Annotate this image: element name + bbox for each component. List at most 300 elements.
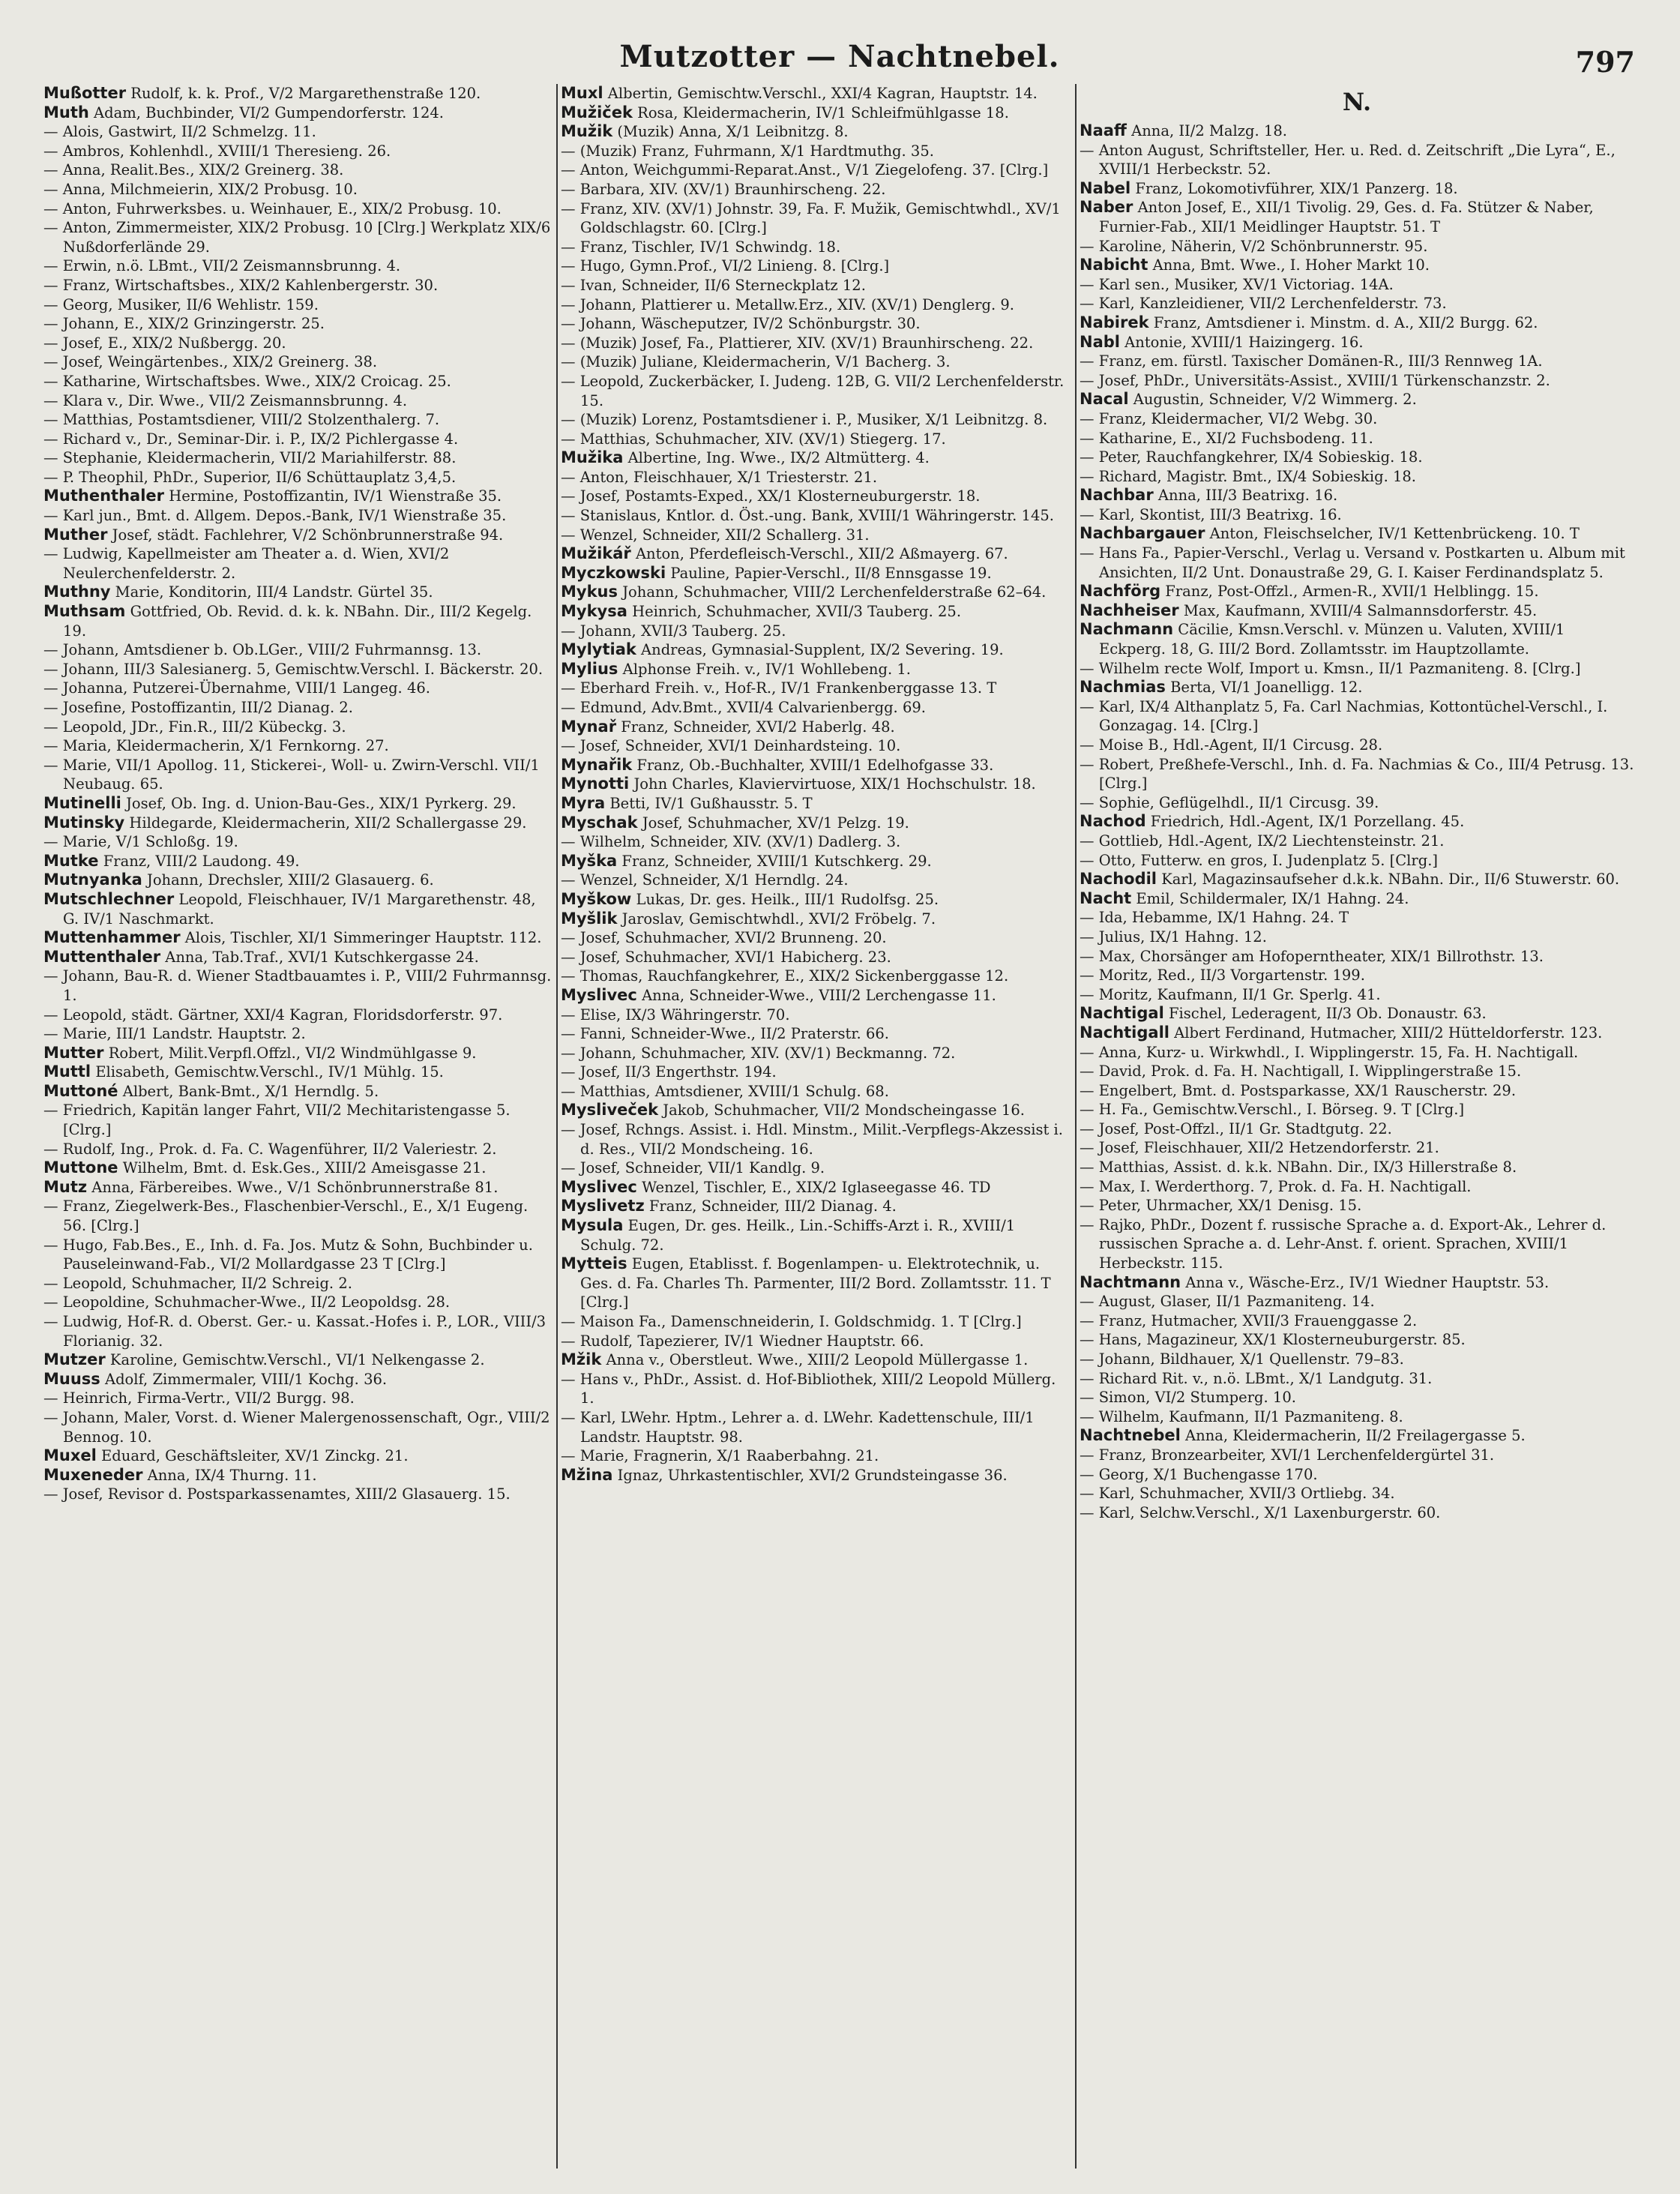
entry-details: — (Muzik) Juliane, Kleidermacherin, V/1 Bacherg. 3. [561, 353, 951, 371]
entry-surname: Nacht [1080, 889, 1132, 907]
directory-entry [561, 334, 1071, 353]
directory-entry [1080, 1215, 1634, 1273]
entry-details: Betti, IV/1 Gußhausstr. 5. T [605, 794, 813, 812]
directory-entry [561, 928, 1071, 948]
directory-entry [561, 775, 1071, 794]
directory-entry [43, 1044, 552, 1063]
entry-details: — Leopold, städt. Gärtner, XXI/4 Kagran, Floridsdorferstr. 97. [43, 1006, 503, 1024]
directory-entry [43, 1063, 552, 1082]
directory-entry [43, 218, 552, 256]
entry-details: — H. Fa., Gemischtw.Verschl., I. Börseg. 9. T [Clrg.] [1080, 1101, 1465, 1119]
directory-entry [43, 276, 552, 295]
directory-entry [43, 199, 552, 219]
entry-details: — Klara v., Dir. Wwe., VII/2 Zeismannsbrunng. 4. [43, 391, 408, 409]
page-number: 797 [1575, 45, 1635, 79]
entry-surname: Mužika [561, 448, 624, 467]
directory-entry [561, 103, 1071, 123]
directory-entry [1080, 620, 1634, 658]
entry-details: — Ludwig, Kapellmeister am Theater a. d. Wien, XVI/2 Neulerchenfelderstr. 2. [43, 545, 450, 582]
directory-entry [1080, 889, 1634, 909]
directory-entry [561, 468, 1071, 487]
entry-details: Anna, III/3 Beatrixg. 16. [1153, 487, 1338, 505]
directory-entry [1080, 1426, 1634, 1446]
directory-entry [561, 1197, 1071, 1216]
entry-details: Albert Ferdinand, Hutmacher, XIII/2 Hütteldorferstr. 123. [1169, 1024, 1603, 1042]
directory-entry [43, 756, 552, 794]
entry-details: Franz, Schneider, XVIII/1 Kutschkerg. 29. [617, 852, 932, 870]
directory-entry [43, 928, 552, 948]
directory-entry [561, 679, 1071, 698]
entry-details: Karl, Magazinsaufseher d.k.k. NBahn. Dir., II/6 Stuwerstr. 60. [1157, 871, 1620, 889]
entry-surname: Nachbar [1080, 486, 1154, 505]
directory-entry [1080, 371, 1634, 391]
directory-entry [43, 1101, 552, 1139]
directory-entry [43, 391, 552, 411]
directory-entry [561, 871, 1071, 890]
directory-entry [43, 660, 552, 679]
entry-details: — Karoline, Näherin, V/2 Schönbrunnerstr. 95. [1080, 237, 1428, 255]
entry-details: — Hugo, Fab.Bes., E., Inh. d. Fa. Jos. Mutz & Sohn, Buchbinder u. Pauseleinwand-Fab., VI/2 Mollardgasse 23 T [Clrg.] [43, 1236, 533, 1273]
entry-details: Franz, Amtsdiener i. Minstm. d. A., XII/2 Burgg. 62. [1148, 313, 1538, 331]
entry-details: — Alois, Gastwirt, II/2 Schmelzg. 11. [43, 123, 316, 141]
entry-details: — Leopoldine, Schuhmacher-Wwe., II/2 Leopoldsg. 28. [43, 1293, 451, 1311]
entry-details: — Franz, XIV. (XV/1) Johnstr. 39, Fa. F. Mužik, Gemischtwhdl., XV/1 Goldschlagstr. 60. [Clrg.] [561, 199, 1061, 237]
directory-entry [43, 506, 552, 526]
entry-details: Pauline, Papier-Verschl., II/8 Ennsgasse 19. [666, 564, 992, 582]
directory-entry [561, 526, 1071, 545]
column-rule-left [556, 84, 558, 2169]
directory-entry [43, 718, 552, 737]
directory-entry [1080, 659, 1634, 679]
entry-details: — Moise B., Hdl.-Agent, II/1 Circusg. 28. [1080, 736, 1383, 754]
entry-details: Anna, Tab.Traf., XVI/1 Kutschkergasse 24. [160, 948, 479, 966]
entry-details: Anna, Bmt. Wwe., I. Hoher Markt 10. [1148, 256, 1430, 274]
directory-entry [561, 84, 1071, 103]
directory-entry [43, 1006, 552, 1025]
entry-surname: Mynař [561, 717, 617, 736]
directory-entry [1080, 1446, 1634, 1465]
entry-details: — Barbara, XIV. (XV/1) Braunhirscheng. 22. [561, 180, 886, 198]
entry-details: Robert, Milit.Verpfl.Offzl., VI/2 Windmühlgasse 9. [103, 1044, 477, 1062]
directory-entry [43, 526, 552, 545]
directory-entry [561, 1082, 1071, 1101]
entry-details: — Maison Fa., Damenschneiderin, I. Goldschmidg. 1. T [Clrg.] [561, 1313, 1022, 1330]
entry-details: Gottfried, Ob. Revid. d. k. k. NBahn. Dir., III/2 Kegelg. 19. [63, 603, 532, 640]
entry-details: — Josef, Schuhmacher, XVI/2 Brunneng. 20. [561, 929, 887, 947]
entry-surname: Muttl [43, 1063, 91, 1081]
directory-entry [43, 372, 552, 391]
directory-entry [1080, 429, 1634, 448]
entry-details: — Josef, II/3 Engerthstr. 194. [561, 1063, 777, 1081]
entry-surname: Myschak [561, 813, 638, 832]
entry-details: — Katharine, E., XI/2 Fuchsbodeng. 11. [1080, 429, 1373, 447]
entry-details: — Sophie, Geflügelhdl., II/1 Circusg. 39. [1080, 793, 1379, 811]
entry-surname: Myšlik [561, 909, 618, 928]
entry-details: Franz, VIII/2 Laudong. 49. [98, 852, 300, 870]
entry-details: Rosa, Kleidermacherin, IV/1 Schleifmühlgasse 18. [632, 103, 1009, 121]
entry-details: Eugen, Etablisst. f. Bogenlampen- u. Elektrotechnik, u. Ges. d. Fa. Charles Th. Parmenter, III/2 Bord. Zollamtsstr. 11. T [Clrg.] [580, 1255, 1051, 1311]
entry-details: Jakob, Schuhmacher, VII/2 Mondscheingasse 16. [658, 1101, 1025, 1119]
entry-details: Cäcilie, Kmsn.Verschl. v. Münzen u. Valuten, XVIII/1 Eckperg. 18, G. III/2 Bord. Zollamtsstr. im Hauptzollamte. [1099, 621, 1565, 658]
directory-entry [43, 1197, 552, 1235]
entry-details: Hermine, Postoffizantin, IV/1 Wienstraße 35. [164, 487, 502, 505]
entry-details: — Josef, Rchngs. Assist. i. Hdl. Minstm., Milit.-Verpflegs-Akzessist i. d. Res., VII/2 Mondscheing. 16. [561, 1121, 1063, 1158]
entry-details: — Josef, Weingärtenbes., XIX/2 Greinerg. 38. [43, 353, 378, 371]
directory-entry [1080, 1081, 1634, 1101]
directory-entry [561, 276, 1071, 295]
directory-entry [43, 890, 552, 928]
directory-entry [1080, 1330, 1634, 1350]
directory-entry [43, 142, 552, 161]
directory-entry [561, 852, 1071, 871]
entry-surname: Muttone [43, 1158, 118, 1177]
directory-entry [1080, 697, 1634, 736]
entry-details: Jaroslav, Gemischtwhdl., XVI/2 Fröbelg. 7. [617, 910, 936, 928]
directory-entry [1080, 121, 1634, 141]
entry-details: — Franz, Ziegelwerk-Bes., Flaschenbier-Verschl., E., X/1 Eugeng. 56. [Clrg.] [43, 1197, 529, 1235]
entry-surname: Mžik [561, 1350, 602, 1369]
directory-entry [43, 852, 552, 871]
directory-entry [1080, 812, 1634, 832]
directory-entry [561, 583, 1071, 602]
letter-heading: N. [1342, 88, 1372, 116]
directory-entry [1080, 1484, 1634, 1503]
directory-entry [43, 103, 552, 123]
entry-details: — Georg, Musiker, II/6 Wehlistr. 159. [43, 295, 319, 313]
directory-entry [561, 1044, 1071, 1063]
entry-details: — Rajko, PhDr., Dozent f. russische Sprache a. d. Export-Ak., Lehrer d. russischen Sprache a. d. Lehr-Anst. f. orient. Sprachen, XVIII/1 Herbeckstr. 115. [1080, 1215, 1607, 1272]
directory-entry [561, 736, 1071, 756]
entry-surname: Mžina [561, 1465, 613, 1484]
directory-entry [1080, 985, 1634, 1005]
entry-details: — Otto, Futterw. en gros, I. Judenplatz 5. [Clrg.] [1080, 851, 1439, 869]
entry-details: — Hans v., PhDr., Assist. d. Hof-Bibliothek, XIII/2 Leopold Müllerg. 1. [561, 1370, 1056, 1407]
entry-details: Josef, städt. Fachlehrer, V/2 Schönbrunnerstraße 94. [107, 526, 504, 544]
directory-entry [1080, 928, 1634, 947]
directory-entry [1080, 1119, 1634, 1139]
entry-details: — Johanna, Putzerei-Übernahme, VIII/1 Langeg. 46. [43, 679, 430, 697]
entry-details: Johann, Drechsler, XIII/2 Glasauerg. 6. [142, 871, 434, 889]
entry-details: Andreas, Gymnasial-Supplent, IX/2 Severing. 19. [636, 641, 1004, 659]
entry-details: — Richard Rit. v., n.ö. LBmt., X/1 Landgutg. 31. [1080, 1369, 1433, 1387]
directory-entry [43, 602, 552, 640]
entry-details: — Josef, Fleischhauer, XII/2 Hetzendorferstr. 21. [1080, 1139, 1439, 1157]
directory-entry [1080, 505, 1634, 525]
entry-details: — Anton, Weichgummi-Reparat.Anst., V/1 Ziegelofeng. 37. [Clrg.] [561, 161, 1049, 179]
entry-details: Anna, II/2 Malzg. 18. [1126, 122, 1287, 139]
directory-entry [561, 814, 1071, 833]
directory-entry [43, 1312, 552, 1350]
entry-details: — Ludwig, Hof-R. d. Oberst. Ger.- u. Kassat.-Hofes i. P., LOR., VIII/3 Florianig. 32. [43, 1313, 547, 1350]
entry-details: — Karl sen., Musiker, XV/1 Victoriag. 14A. [1080, 275, 1394, 293]
entry-details: — Johann, XVII/3 Tauberg. 25. [561, 622, 786, 640]
directory-entry [43, 1370, 552, 1389]
entry-details: Franz, Schneider, III/2 Dianag. 4. [644, 1197, 897, 1215]
entry-details: — Peter, Uhrmacher, XX/1 Denisg. 15. [1080, 1197, 1362, 1215]
directory-entry [1080, 409, 1634, 429]
entry-surname: Nachbargauer [1080, 524, 1205, 543]
directory-entry [43, 1389, 552, 1408]
entry-details: — Anna, Milchmeierin, XIX/2 Probusg. 10. [43, 180, 358, 198]
directory-entry [561, 1350, 1071, 1370]
entry-surname: Myška [561, 851, 618, 870]
entry-details: Anna, Kleidermacherin, II/2 Freilagergasse 5. [1180, 1427, 1526, 1445]
entry-details: Elisabeth, Gemischtw.Verschl., IV/1 Mühlg. 15. [91, 1063, 444, 1081]
directory-entry [1080, 524, 1634, 544]
entry-details: Emil, Schildermaler, IX/1 Hahng. 24. [1131, 889, 1409, 907]
entry-details: — Leopold, Schuhmacher, II/2 Schreig. 2. [43, 1274, 352, 1292]
directory-entry [561, 180, 1071, 199]
entry-surname: Nachtigall [1080, 1023, 1169, 1042]
directory-entry [43, 832, 552, 852]
directory-entry [43, 698, 552, 718]
directory-entry [561, 1024, 1071, 1044]
entry-details: Rudolf, k. k. Prof., V/2 Margarethenstraße 120. [126, 85, 481, 102]
directory-entry [561, 1178, 1071, 1197]
entry-details: — Hans, Magazineur, XX/1 Klosterneuburgerstr. 85. [1080, 1331, 1466, 1349]
entry-details: — Max, I. Werderthorg. 7, Prok. d. Fa. H. Nachtigall. [1080, 1177, 1472, 1195]
directory-entry [1080, 237, 1634, 256]
entry-surname: Myslivetz [561, 1197, 645, 1215]
entry-details: — Karl jun., Bmt. d. Allgem. Depos.-Bank, IV/1 Wienstraße 35. [43, 507, 507, 525]
entry-details: (Muzik) Anna, X/1 Leibnitzg. 8. [612, 123, 849, 141]
entry-surname: Nachmann [1080, 620, 1174, 639]
entry-details: — Maria, Kleidermacherin, X/1 Fernkorng. 27. [43, 737, 389, 755]
directory-entry [561, 1466, 1071, 1485]
entry-details: — Karl, Selchw.Verschl., X/1 Laxenburgerstr. 60. [1080, 1503, 1441, 1521]
entry-surname: Muxel [43, 1446, 97, 1465]
directory-entry [1080, 1196, 1634, 1215]
directory-entry [1080, 736, 1634, 755]
entry-surname: Mutz [43, 1177, 88, 1196]
entry-surname: Nabirek [1080, 313, 1149, 331]
entry-details: Adam, Buchbinder, VI/2 Gumpendorferstr. 124. [88, 103, 444, 121]
entry-surname: Mutter [43, 1043, 104, 1062]
directory-entry [43, 256, 552, 276]
entry-details: — Fanni, Schneider-Wwe., II/2 Praterstr. 66. [561, 1025, 889, 1043]
entry-details: — Wilhelm recte Wolf, Import u. Kmsn., II/1 Pazmaniteng. 8. [Clrg.] [1080, 659, 1581, 677]
entry-details: — Matthias, Postamtsdiener, VIII/2 Stolzenthalerg. 7. [43, 411, 440, 429]
directory-entry [1080, 755, 1634, 793]
directory-entry [43, 1485, 552, 1504]
entry-surname: Nachod [1080, 812, 1146, 831]
entry-surname: Nabl [1080, 332, 1120, 351]
directory-entry [561, 832, 1071, 852]
directory-entry [1080, 601, 1634, 621]
entry-details: — Rudolf, Tapezierer, IV/1 Wiedner Hauptstr. 66. [561, 1332, 924, 1350]
directory-entry [1080, 851, 1634, 871]
entry-surname: Myczkowski [561, 563, 666, 582]
entry-details: Anna, IX/4 Thurng. 11. [142, 1466, 317, 1484]
directory-entry [561, 910, 1071, 929]
directory-entry [43, 1178, 552, 1197]
directory-entry [43, 410, 552, 430]
entry-details: — Josef, Postamts-Exped., XX/1 Klosterneuburgerstr. 18. [561, 487, 981, 505]
entry-details: — Franz, em. fürstl. Taxischer Domänen-R., III/3 Rennweg 1A. [1080, 352, 1543, 370]
directory-entry [561, 602, 1071, 622]
entry-surname: Mutke [43, 851, 99, 870]
directory-entry [1080, 275, 1634, 295]
directory-entry [43, 1024, 552, 1044]
entry-details: — Edmund, Adv.Bmt., XVII/4 Calvarienbergg. 69. [561, 699, 926, 716]
entry-details: Friedrich, Hdl.-Agent, IX/1 Porzellang. 45. [1145, 813, 1465, 831]
page-title: Mutzotter — Nachtnebel. [619, 39, 1060, 74]
entry-details: — Ambros, Kohlenhdl., XVIII/1 Theresieng. 26. [43, 142, 391, 160]
entry-surname: Muxl [561, 84, 603, 102]
entry-details: — Johann, E., XIX/2 Grinzingerstr. 25. [43, 315, 325, 333]
entry-details: Augustin, Schneider, V/2 Wimmerg. 2. [1128, 391, 1417, 409]
directory-entry [43, 1466, 552, 1485]
entry-surname: Nachodil [1080, 870, 1157, 889]
entry-details: — Leopold, JDr., Fin.R., III/2 Kübeckg. 3. [43, 718, 346, 736]
directory-entry [561, 1063, 1071, 1082]
entry-surname: Mykus [561, 583, 618, 601]
entry-details: — Josef, E., XIX/2 Nußbergg. 20. [43, 334, 286, 352]
directory-entry [43, 448, 552, 468]
directory-entry [1080, 678, 1634, 697]
entry-details: Johann, Schuhmacher, VIII/2 Lerchenfelderstraße 62–64. [618, 583, 1047, 601]
entry-details: — Marie, III/1 Landstr. Hauptstr. 2. [43, 1025, 306, 1043]
entry-surname: Nachtmann [1080, 1272, 1181, 1291]
entry-details: Anton Josef, E., XII/1 Tivolig. 29, Ges. d. Fa. Stützer & Naber, Furnier-Fab., XII/1 Meidlinger Hauptstr. 51. T [1099, 199, 1594, 235]
directory-entry [1080, 1273, 1634, 1293]
entry-details: — David, Prok. d. Fa. H. Nachtigall, I. Wipplingerstraße 15. [1080, 1063, 1522, 1081]
entry-details: — Johann, Schuhmacher, XIV. (XV/1) Beckmanng. 72. [561, 1044, 956, 1062]
directory-entry [43, 314, 552, 334]
directory-entry [561, 430, 1071, 449]
entry-details: — Ivan, Schneider, II/6 Sterneckplatz 12. [561, 276, 866, 294]
entry-details: — Johann, Plattierer u. Metallw.Erz., XIV. (XV/1) Denglerg. 9. [561, 295, 1014, 313]
directory-entry [561, 314, 1071, 334]
entry-details: — Richard v., Dr., Seminar-Dir. i. P., IX/2 Pichlergasse 4. [43, 430, 459, 448]
entry-details: Anna v., Wäsche-Erz., IV/1 Wiedner Hauptstr. 53. [1181, 1273, 1550, 1291]
entry-surname: Mužikář [561, 544, 631, 563]
entry-details: — Johann, III/3 Salesianerg. 5, Gemischtw.Verschl. I. Bäckerstr. 20. [43, 660, 544, 678]
directory-entry [561, 448, 1071, 468]
entry-details: — Anton, Zimmermeister, XIX/2 Probusg. 10 [Clrg.] Werkplatz XIX/6 Nußdorferlände 29. [43, 219, 551, 256]
entry-details: — Stephanie, Kleidermacherin, VII/2 Mariahilferstr. 88. [43, 449, 457, 467]
entry-details: Franz, Post-Offzl., Armen-R., XVII/1 Helblingg. 15. [1160, 583, 1539, 601]
entry-details: John Charles, Klaviervirtuose, XIX/1 Hochschulstr. 18. [629, 775, 1036, 793]
entry-details: Josef, Ob. Ing. d. Union-Bau-Ges., XIX/1 Pyrkerg. 29. [121, 794, 517, 812]
directory-entry [1080, 1388, 1634, 1407]
directory-entry [561, 564, 1071, 583]
entry-details: — Max, Chorsänger am Hofoperntheater, XIX/1 Billrothstr. 13. [1080, 947, 1544, 965]
entry-surname: Myškow [561, 889, 632, 908]
directory-entry [1080, 448, 1634, 467]
entry-details: — Matthias, Assist. d. k.k. NBahn. Dir., IX/3 Hillerstraße 8. [1080, 1158, 1517, 1176]
entry-details: Adolf, Zimmermaler, VIII/1 Kochg. 36. [100, 1370, 388, 1388]
directory-entry [561, 622, 1071, 641]
directory-entry [1080, 1043, 1634, 1063]
directory-entry [43, 871, 552, 890]
entry-details: — Matthias, Schuhmacher, XIV. (XV/1) Stiegerg. 17. [561, 430, 946, 448]
entry-details: — Anna, Kurz- u. Wirkwhdl., I. Wipplingerstr. 15, Fa. H. Nachtigall. [1080, 1043, 1579, 1061]
entry-details: — Hugo, Gymn.Prof., VI/2 Linieng. 8. [Clrg.] [561, 257, 890, 275]
entry-details: Albert, Bank-Bmt., X/1 Herndlg. 5. [118, 1082, 379, 1100]
entry-surname: Mykysa [561, 602, 627, 621]
directory-entry [561, 544, 1071, 564]
entry-details: Fischel, Lederagent, II/3 Ob. Donaustr. 63. [1163, 1005, 1487, 1023]
directory-entry [561, 756, 1071, 775]
entry-details: — Wilhelm, Schneider, XIV. (XV/1) Dadlerg. 3. [561, 833, 901, 851]
entry-details: — Franz, Kleidermacher, VI/2 Webg. 30. [1080, 409, 1378, 427]
entry-details: — Franz, Hutmacher, XVII/3 Frauenggasse 2. [1080, 1311, 1418, 1329]
entry-details: Leopold, Fleischhauer, IV/1 Margarethenstr. 48, G. IV/1 Naschmarkt. [63, 890, 536, 928]
directory-entry [1080, 1503, 1634, 1523]
entry-surname: Mužiček [561, 103, 633, 121]
directory-entry [1080, 947, 1634, 967]
entry-details: — Moritz, Kaufmann, II/1 Gr. Sperlg. 41. [1080, 985, 1381, 1003]
directory-entry [561, 967, 1071, 986]
entry-details: — Thomas, Rauchfangkehrer, E., XIX/2 Sickenberggasse 12. [561, 967, 1009, 985]
entry-details: — August, Glaser, II/1 Pazmaniteng. 14. [1080, 1293, 1375, 1311]
entry-details: — Julius, IX/1 Hahng. 12. [1080, 928, 1267, 946]
directory-entry [43, 1408, 552, 1446]
entry-details: — Anton, Fleischhauer, X/1 Triesterstr. 21. [561, 468, 878, 486]
directory-entry [1080, 544, 1634, 582]
entry-surname: Muttenthaler [43, 947, 161, 966]
directory-entry [43, 679, 552, 698]
entry-surname: Muthsam [43, 602, 126, 621]
entry-details: — P. Theophil, PhDr., Superior, II/6 Schüttauplatz 3,4,5. [43, 468, 457, 486]
entry-details: Ignaz, Uhrkastentischler, XVI/2 Grundsteingasse 36. [612, 1466, 1008, 1484]
entry-details: — Leopold, Zuckerbäcker, I. Judeng. 12B, G. VII/2 Lerchenfelderstr. 15. [561, 372, 1065, 409]
entry-details: — Friedrich, Kapitän langer Fahrt, VII/2 Mechitaristengasse 5. [Clrg.] [43, 1101, 511, 1139]
directory-entry [43, 1082, 552, 1101]
directory-entry [561, 1006, 1071, 1025]
directory-entry [561, 640, 1071, 660]
entry-details: Lukas, Dr. ges. Heilk., III/1 Rudolfsg. 25. [631, 890, 939, 908]
entry-surname: Myra [561, 793, 606, 812]
entry-surname: Mynařik [561, 755, 633, 774]
directory-entry [561, 160, 1071, 180]
entry-surname: Mußotter [43, 84, 127, 102]
directory-entry [43, 180, 552, 199]
entry-surname: Mynotti [561, 775, 630, 793]
entry-details: — Josef, Schuhmacher, XVI/1 Habicherg. 23. [561, 948, 891, 966]
directory-entry [43, 122, 552, 142]
entry-surname: Nabel [1080, 178, 1131, 197]
column-right [1080, 84, 1634, 2184]
entry-surname: Muther [43, 525, 108, 544]
directory-entry [1080, 870, 1634, 889]
entry-details: — Wenzel, Schneider, XII/2 Schallerg. 31. [561, 526, 870, 544]
directory-entry [561, 1332, 1071, 1351]
directory-entry [561, 1216, 1071, 1254]
entry-surname: Mylius [561, 659, 618, 678]
directory-entry [561, 1446, 1071, 1466]
directory-entry [561, 1370, 1071, 1408]
entry-surname: Mutnyanka [43, 871, 142, 889]
entry-details: — Josef, Revisor d. Postsparkassenamtes, XIII/2 Glasauerg. 15. [43, 1485, 511, 1503]
directory-entry [561, 948, 1071, 967]
entry-details: — Franz, Tischler, IV/1 Schwindg. 18. [561, 238, 841, 256]
directory-entry [561, 295, 1071, 315]
entry-details: — Peter, Rauchfangkehrer, IX/4 Sobieskig. 18. [1080, 448, 1423, 466]
directory-entry [1080, 793, 1634, 813]
directory-entry [1080, 1024, 1634, 1043]
entry-surname: Nachtnebel [1080, 1426, 1181, 1445]
entry-details: Eugen, Dr. ges. Heilk., Lin.-Schiffs-Arzt i. R., XVIII/1 Schulg. 72. [580, 1217, 1016, 1254]
directory-entry [561, 1120, 1071, 1158]
entry-details: — Karl, Kanzleidiener, VII/2 Lerchenfelderstr. 73. [1080, 295, 1447, 313]
entry-details: — Georg, X/1 Buchengasse 170. [1080, 1465, 1318, 1483]
directory-entry [43, 334, 552, 353]
directory-entry [1080, 313, 1634, 333]
entry-details: Anton, Pferdefleisch-Verschl., XII/2 Aßmayerg. 67. [630, 545, 1008, 563]
directory-entry [561, 256, 1071, 276]
